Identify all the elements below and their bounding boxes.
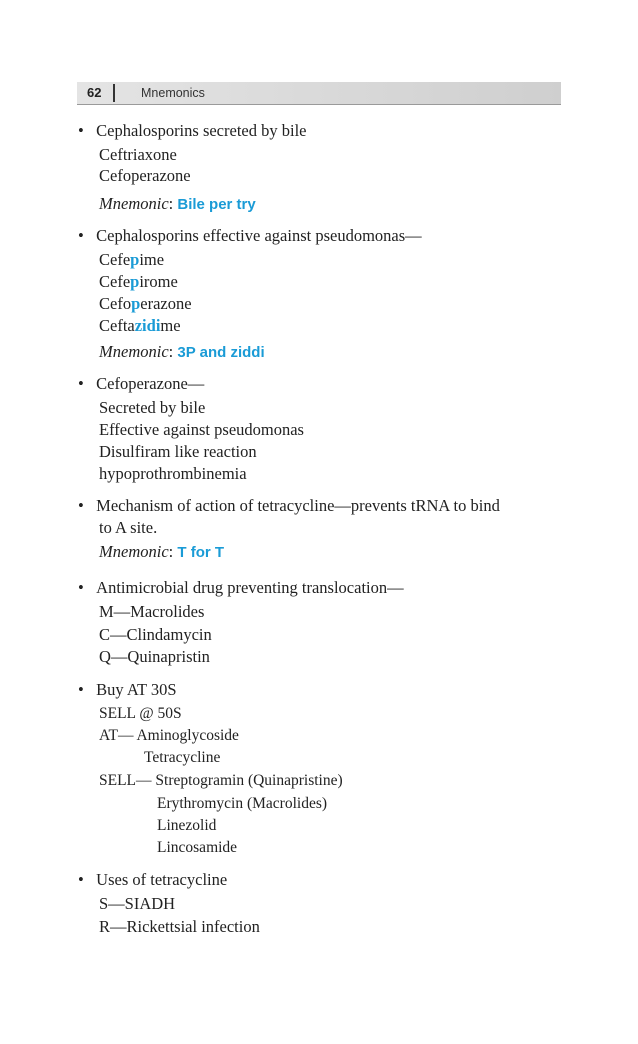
list-item: Lincosamide [157, 839, 238, 856]
highlight: zidi [134, 316, 161, 335]
list-item [99, 272, 178, 292]
list-item [99, 316, 181, 336]
text: Cefe [99, 272, 131, 291]
highlight: p [131, 294, 141, 313]
bullet-cephalosporins-bile [78, 121, 306, 141]
bullet-icon: • [78, 121, 84, 140]
list-item: C—Clindamycin [99, 625, 212, 644]
list-item: SELL @ 50S [99, 705, 182, 722]
text: me [160, 316, 181, 335]
bullet-tetracycline-uses [78, 870, 227, 890]
bullet-icon: • [78, 226, 84, 245]
mnemonic-value: T for T [177, 544, 225, 561]
list-item: Tetracycline [144, 749, 221, 766]
mnemonic-colon: : [168, 342, 174, 361]
section-heading: Cephalosporins effective against pseudomonas— [96, 226, 422, 245]
section-heading-continued: to A site. [99, 518, 158, 537]
bullet-cefoperazone [78, 374, 204, 394]
section-heading: Buy AT 30S [96, 680, 177, 699]
list-item [99, 294, 192, 314]
text: Cefo [99, 294, 132, 313]
mnemonic-line [99, 342, 265, 363]
list-item: Erythromycin (Macrolides) [157, 795, 328, 812]
text: Cefe [99, 250, 131, 269]
list-item: Cefoperazone [99, 166, 191, 185]
bullet-translocation [78, 578, 404, 598]
mnemonic-value: Bile per try [177, 196, 256, 213]
list-item: AT— Aminoglycoside [99, 727, 239, 744]
list-item: Effective against pseudomonas [99, 420, 304, 439]
section-heading: Mechanism of action of tetracycline—prevents tRNA to bind [96, 496, 500, 515]
running-header [77, 82, 561, 104]
mnemonic-label: Mnemonic [99, 194, 169, 213]
highlight: p [130, 250, 140, 269]
mnemonic-label: Mnemonic [99, 542, 169, 561]
list-item: R—Rickettsial infection [99, 917, 260, 936]
mnemonic-line [99, 542, 224, 563]
mnemonic-value: 3P and ziddi [177, 344, 265, 361]
bullet-icon: • [78, 496, 84, 515]
text: irome [139, 272, 178, 291]
text: ime [139, 250, 165, 269]
bullet-icon: • [78, 680, 84, 699]
bullet-tetracycline-mechanism [78, 496, 500, 516]
page-number: 62 [87, 85, 102, 100]
bullet-cephalosporins-pseudomonas [78, 226, 422, 246]
header-rule [77, 104, 561, 105]
list-item: M—Macrolides [99, 602, 205, 621]
text: erazone [140, 294, 192, 313]
list-item: Ceftriaxone [99, 145, 177, 164]
bullet-icon: • [78, 374, 84, 393]
list-item: Disulfiram like reaction [99, 442, 257, 461]
list-item: Linezolid [157, 817, 217, 834]
bullet-icon: • [78, 578, 84, 597]
mnemonic-colon: : [168, 542, 174, 561]
highlight: p [130, 272, 140, 291]
running-title: Mnemonics [141, 86, 205, 100]
section-heading: Cefoperazone— [96, 374, 205, 393]
list-item [99, 250, 164, 270]
text: Cefta [99, 316, 135, 335]
list-item: hypoprothrombinemia [99, 464, 247, 483]
list-item: Q—Quinapristin [99, 647, 210, 666]
header-divider [113, 84, 115, 102]
bullet-buy-at-30s [78, 680, 177, 700]
list-item: S—SIADH [99, 894, 176, 913]
section-heading: Antimicrobial drug preventing translocation— [96, 578, 404, 597]
section-heading: Cephalosporins secreted by bile [96, 121, 307, 140]
mnemonic-colon: : [168, 194, 174, 213]
mnemonic-line [99, 194, 256, 215]
section-heading: Uses of tetracycline [96, 870, 228, 889]
list-item: SELL— Streptogramin (Quinapristine) [99, 772, 343, 789]
mnemonic-label: Mnemonic [99, 342, 169, 361]
bullet-icon: • [78, 870, 84, 889]
list-item: Secreted by bile [99, 398, 206, 417]
